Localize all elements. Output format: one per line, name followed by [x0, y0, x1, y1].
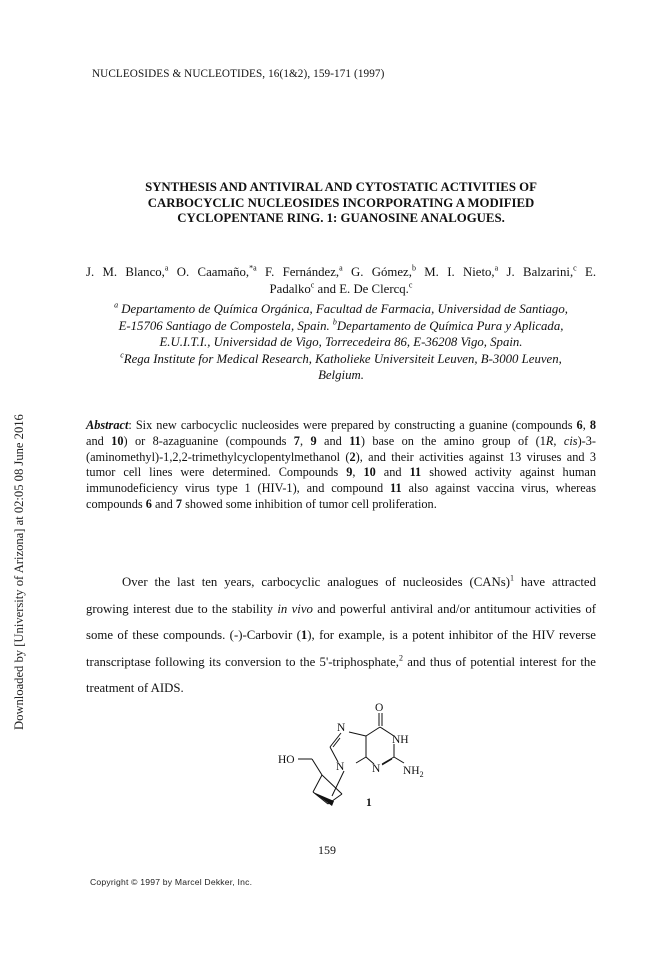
wedge-bond: [313, 792, 334, 806]
author: Padalko: [269, 282, 311, 296]
title-line: CYCLOPENTANE RING. 1: GUANOSINE ANALOGUES.: [177, 211, 505, 225]
author: E.: [585, 265, 597, 279]
download-watermark-text: Downloaded by [University of Arizona] at 02:05 08 June 2016: [12, 414, 26, 730]
compound-ref: 8: [589, 418, 596, 432]
affil-mark: a: [339, 263, 343, 273]
compound-number-label: 1: [366, 797, 372, 809]
affil-mark: c: [573, 263, 577, 273]
author: M. I. Nieto,: [424, 265, 495, 279]
ho-label: HO: [278, 754, 295, 766]
affiliation-line: $^c$Rega Institute for Medical Research, Katholieke Universiteit Leuven, B-3000 Leuven,: [120, 350, 562, 366]
affiliation-line: $^a$ Departamento de Química Orgánica, Facultad de Farmacia, Universidad de Santiago,: [114, 300, 568, 316]
paper-title: [86, 180, 596, 227]
download-watermark: [0, 290, 24, 730]
author-line-2: [270, 282, 413, 296]
compound-ref: 11: [389, 481, 402, 496]
author: F. Fernández,: [264, 265, 340, 279]
title-line: CARBOCYCLIC NUCLEOSIDES INCORPORATING A MODIFIED: [147, 195, 535, 210]
compound-ref: 1: [300, 628, 308, 642]
compound-ref: 7: [293, 433, 300, 448]
abstract: Abstract: Six new carbocyclic nucleosides were prepared by constructing a guanine (compounds 6, 8 and 10) or 8-azaguanine (compounds 7, 9 and 11) base on the amino group of (1R, cis)-3-(aminomethyl)-1,2,2-trimethylcyclopentylmethanol (2), and their activities against 13 viruses and 3 tumor cell lines were determined. Compounds 9, 10 and 11 showed activity against human immunodeficiency virus type 1 (HIV-1), and compound 11 also against vaccina virus, whereas compounds 6 and 7 showed some inhibition of tumor cell proliferation.: [86, 418, 597, 511]
affil-mark: c: [408, 280, 413, 290]
compound-ref: 7: [175, 496, 182, 511]
compound-ref: 10: [363, 465, 376, 480]
nh2-label: $NH_2$: [403, 765, 424, 779]
author-line-1: [86, 264, 596, 281]
title-line: SYNTHESIS AND ANTIVIRAL AND CYTOSTATIC ACTIVITIES OF: [145, 180, 537, 194]
author: J. M. Blanco,: [86, 265, 165, 279]
oxygen-label: O: [375, 702, 384, 714]
nh-label: NH: [392, 734, 409, 746]
compound-ref: 6: [576, 418, 583, 432]
reference-mark: 1: [509, 573, 514, 583]
compound-ref: 10: [111, 433, 124, 448]
reference-mark: 2: [398, 653, 403, 663]
author: and E. De Clercq.: [317, 282, 409, 296]
abstract-label: Abstract: [86, 418, 129, 432]
compound-ref: 2: [349, 449, 356, 464]
compound-ref: 9: [310, 433, 317, 448]
author: O. Caamaño,: [176, 265, 250, 279]
compound-ref: 11: [409, 465, 422, 480]
affil-mark: b: [332, 317, 337, 327]
compound-ref: 9: [346, 465, 353, 480]
affil-mark: c: [120, 350, 124, 360]
affiliations: [86, 301, 596, 384]
n7-label: N: [337, 722, 346, 734]
author: G. Gómez,: [351, 265, 412, 279]
copyright-notice: Copyright © 1997 by Marcel Dekker, Inc.: [90, 877, 253, 887]
affil-mark: c: [310, 280, 315, 290]
affil-mark: a: [114, 300, 119, 310]
author-list: [86, 264, 596, 298]
carbovir-structure-figure: [220, 700, 460, 810]
n9-label: N: [336, 761, 345, 773]
affiliation-line: E.U.I.T.I., Universidad de Vigo, Torrecedeira 86, E-36208 Vigo, Spain.: [159, 335, 523, 349]
compound-ref: 6: [145, 496, 152, 511]
intro-section: [86, 569, 596, 702]
affil-mark: *a: [249, 263, 257, 273]
affil-mark: a: [164, 263, 169, 273]
page-number: 159: [318, 843, 336, 857]
journal-header: NUCLEOSIDES & NUCLEOTIDES, 16(1&2), 159-171 (1997): [92, 68, 385, 80]
affil-mark: b: [411, 263, 416, 273]
carbovir-structure: [220, 700, 460, 810]
compound-ref: 11: [349, 433, 361, 448]
author: J. Balzarini,: [506, 265, 574, 279]
affil-mark: a: [494, 263, 499, 273]
affiliation-line: E-15706 Santiago de Compostela, Spain. $^b$Departamento de Química Pura y Aplicada,: [118, 317, 564, 333]
intro-paragraph: Over the last ten years, carbocyclic analogues of nucleosides (CANs)$^1$ have attracted growing interest due to the stability in vivo and powerful antiviral and/or antitumour activities of some of these compounds. (-)-Carbovir (1), for example, is a potent inhibitor of the HIV reverse transcriptase following its conversion to the 5'-triphosphate,$^2$ and thus of potential interest for the treatment of AIDS.: [86, 573, 596, 695]
affiliation-line: Belgium.: [318, 368, 364, 382]
n3-label: N: [372, 763, 381, 775]
